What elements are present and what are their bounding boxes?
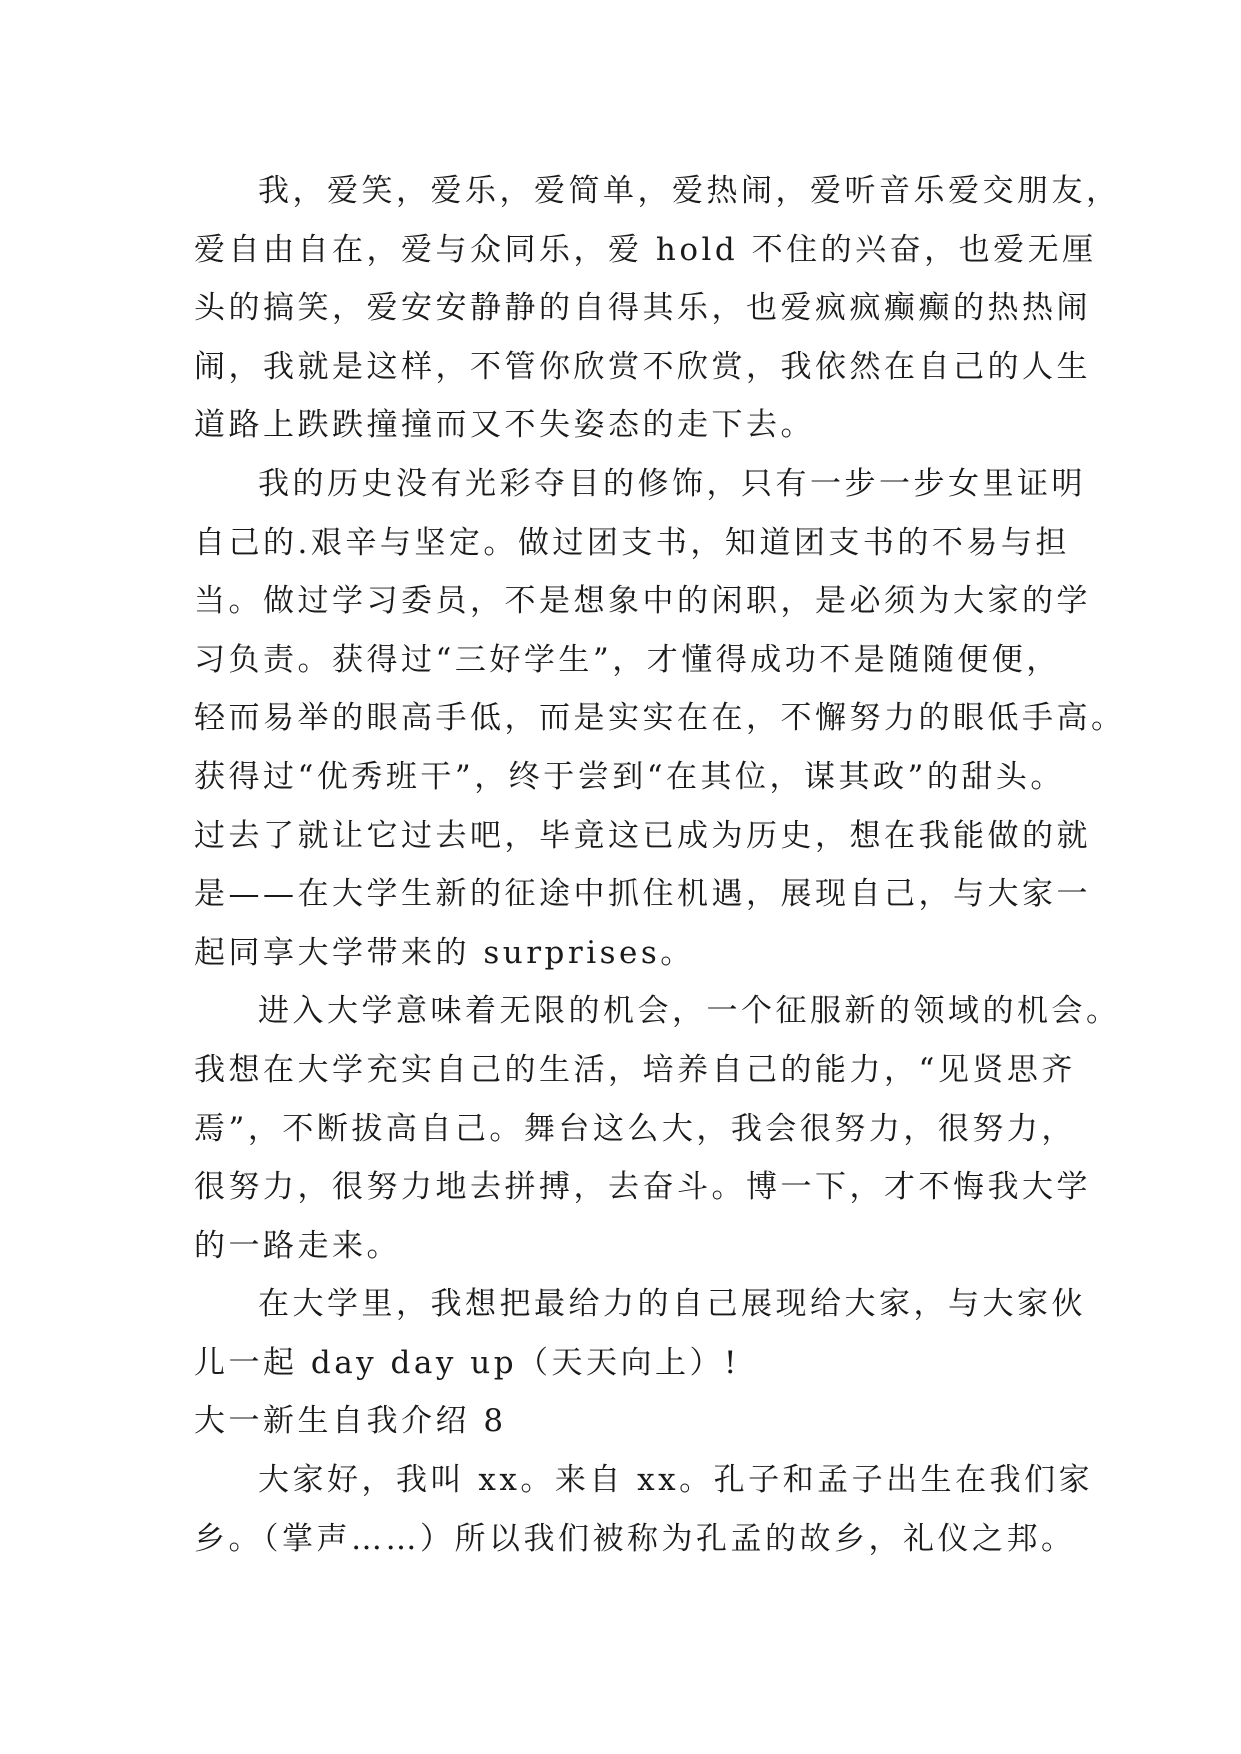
paragraph-1-line: 爱自由自在，爱与众同乐，爱 hold 不住的兴奋，也爱无厘 [194, 231, 1097, 268]
document-body [194, 162, 1126, 1568]
paragraph-3-line: 我想在大学充实自己的生活，培养自己的能力，“见贤思齐 [194, 1051, 1076, 1088]
section-heading: 大一新生自我介绍 8 [194, 1403, 507, 1440]
paragraph-2-line: 当。做过学习委员，不是想象中的闲职，是必须为大家的学 [194, 583, 1091, 620]
paragraph-1-line: 我，爱笑，爱乐，爱简单，爱热闹，爱听音乐爱交朋友， [258, 173, 1121, 209]
paragraph-3-line: 的一路走来。 [194, 1227, 401, 1264]
paragraph-2-line: 起同享大学带来的 surprises。 [194, 934, 695, 971]
paragraph-5-line: 大家好，我叫 xx。来自 xx。孔子和孟子出生在我们家 [258, 1462, 1094, 1499]
paragraph-2-line: 我的历史没有光彩夺目的修饰，只有一步一步女里证明 [258, 465, 1086, 502]
paragraph-1-line: 头的搞笑，爱安安静静的自得其乐，也爱疯疯癫癫的热热闹 [194, 290, 1091, 327]
paragraph-3-line: 很努力，很努力地去拼搏，去奋斗。博一下，才不悔我大学 [194, 1169, 1091, 1206]
paragraph-1-line: 道路上跌跌撞撞而又不失姿态的走下去。 [194, 407, 815, 444]
paragraph-2-line: 是——在大学生新的征途中抓住机遇，展现自己，与大家一 [194, 876, 1091, 913]
paragraph-3-line: 进入大学意味着无限的机会，一个征服新的领域的机会。 [258, 993, 1121, 1030]
paragraph-4-line: 在大学里，我想把最给力的自己展现给大家，与大家伙 [258, 1286, 1086, 1323]
paragraph-2-line: 获得过“优秀班干”，终于尝到“在其位，谋其政”的甜头。 [194, 758, 1065, 795]
paragraph-3-line: 焉”，不断拔高自己。舞台这么大，我会很努力，很努力， [194, 1110, 1076, 1147]
paragraph-1-line: 闹，我就是这样，不管你欣赏不欣赏，我依然在自己的人生 [194, 348, 1091, 385]
paragraph-2-line: 自己的.艰辛与坚定。做过团支书，知道团支书的不易与担 [194, 524, 1070, 561]
paragraph-2-line: 轻而易举的眼高手低，而是实实在在，不懈努力的眼低手高。 [194, 700, 1126, 737]
paragraph-2-line: 习负责。获得过“三好学生”，才懂得成功不是随随便便， [194, 641, 1061, 678]
paragraph-4-line: 儿一起 day day up（天天向上）! [194, 1344, 741, 1381]
paragraph-2-line: 过去了就让它过去吧，毕竟这已成为历史，想在我能做的就 [194, 817, 1091, 854]
paragraph-5-line: 乡。（掌声……）所以我们被称为孔孟的故乡，礼仪之邦。 [194, 1520, 1076, 1557]
